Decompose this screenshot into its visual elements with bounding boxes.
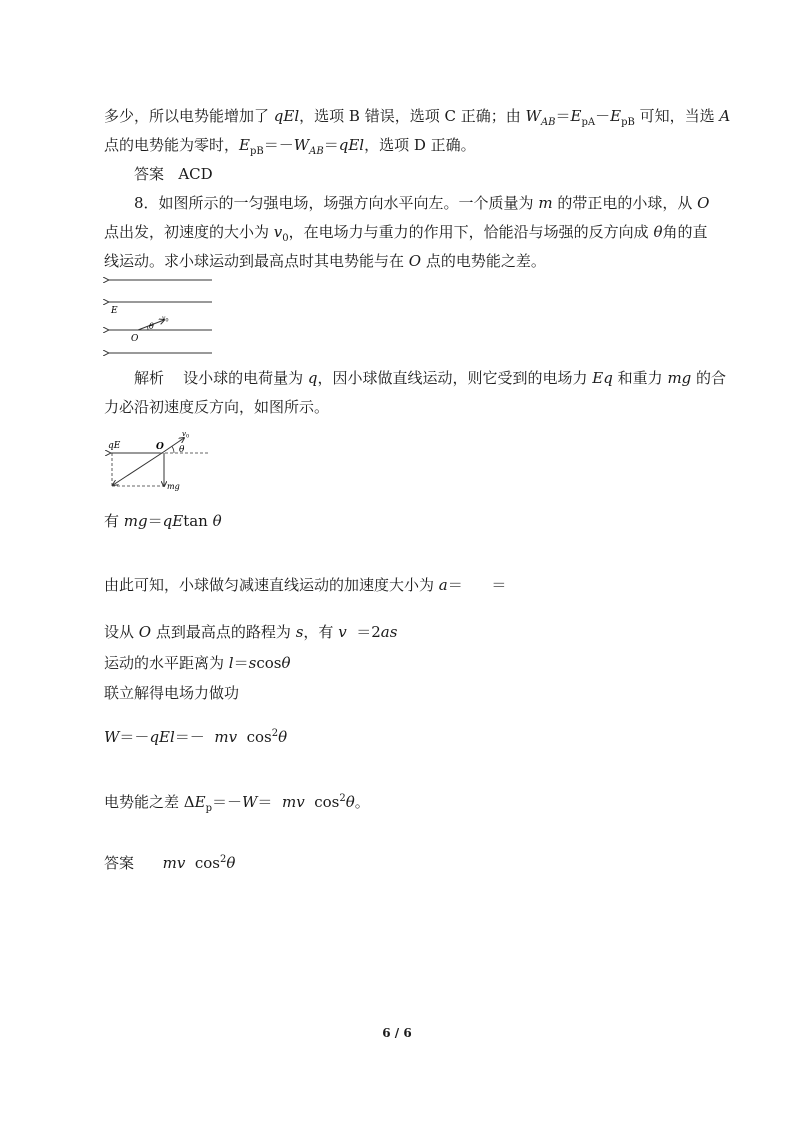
answer-label-2: 答案	[104, 854, 135, 872]
field-diagram	[104, 278, 216, 358]
solution-line-2: 力必沿初速度反方向，如图所示。	[104, 398, 330, 416]
equation-1: 有 mg＝qEtan θ	[104, 512, 222, 530]
question-8-line-1: 8．如图所示的一匀强电场，场强方向水平向左。一个质量为 m 的带正电的小球，从 O	[134, 194, 710, 212]
velocity-label-2: $v_0$	[182, 430, 190, 440]
force-diagram	[104, 428, 214, 490]
answer-2: 答案 mv $\cos^2\theta$	[104, 854, 236, 872]
solution-label: 解析	[134, 369, 165, 387]
field-label: E	[111, 306, 118, 316]
equation-4: 运动的水平距离为 l＝scosθ	[104, 654, 291, 672]
resultant-arrow	[113, 453, 162, 485]
answer-label: 答案	[134, 165, 165, 183]
angle-label: θ	[149, 322, 154, 331]
mg-label: mg	[167, 482, 180, 491]
angle-arc	[147, 326, 148, 330]
question-8-line-3: 线运动。求小球运动到最高点时其电势能与在 O 点的电势能之差。	[104, 252, 546, 270]
answer-1	[134, 164, 213, 184]
angle-arc-2	[172, 447, 174, 454]
equation-2: 由此可知，小球做匀减速直线运动的加速度大小为 a＝ ＝	[104, 576, 507, 594]
equation-7: 电势能之差 $\Delta E_p=-W=$ mv $\cos^2\theta$。	[104, 793, 370, 814]
qE-label: qE	[108, 441, 121, 451]
text-line-2: 点的电势能为零时，$E_{pB}=-W_{AB}=qEl$，选项 D 正确。	[104, 136, 476, 157]
answer-value: ACD	[178, 165, 213, 183]
text-line-1: 多少，所以电势能增加了 qEl，选项 B 错误，选项 C 正确；由 $W_{AB}=E_{pA}-E_{pB}$ 可知，当选 A	[104, 107, 731, 128]
page-number: 6 / 6	[382, 1026, 412, 1040]
equation-3: 设从 O 点到最高点的路程为 s，有 v ＝2as	[104, 623, 398, 641]
equation-6: W＝－qEl＝－ mv $\cos^2\theta$	[104, 728, 288, 746]
origin-label-2: O	[156, 442, 164, 452]
origin-label: O	[131, 334, 139, 344]
equation-5: 联立解得电场力做功	[104, 684, 240, 702]
angle-label-2: θ	[179, 445, 185, 455]
velocity-label: $v_0$	[162, 315, 169, 324]
question-8-line-2: 点出发，初速度的大小为 $v_0$，在电场力与重力的作用下，恰能沿与场强的反方向成 θ角的直	[104, 223, 708, 244]
solution-line-1: 解析 设小球的电荷量为 q，因小球做直线运动，则它受到的电场力 Eq 和重力 mg 的合	[134, 369, 727, 387]
